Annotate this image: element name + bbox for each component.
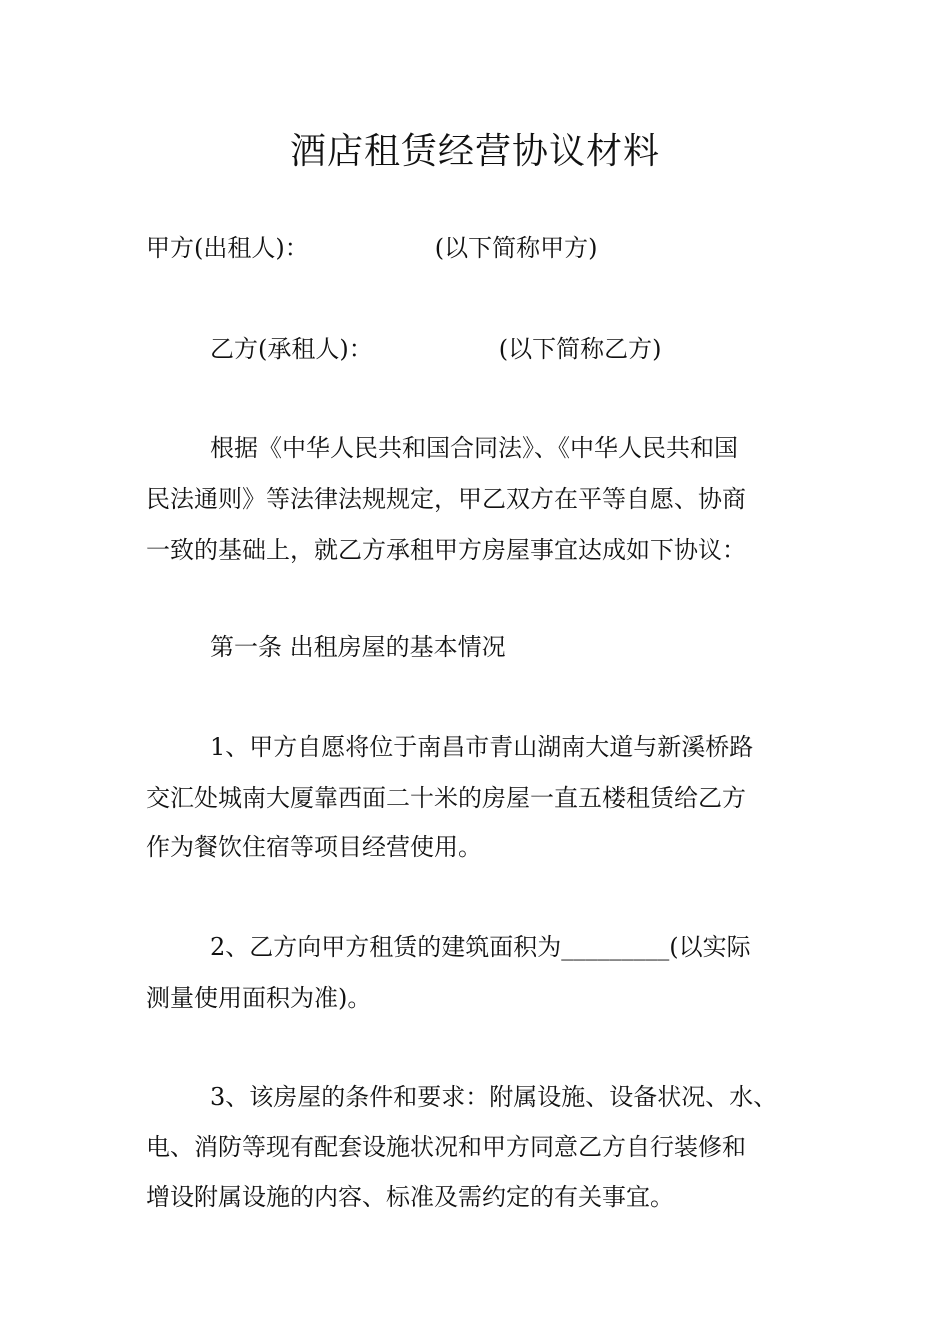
- clause-1-line-1: 1、甲方自愿将位于南昌市青山湖南大道与新溪桥路: [210, 733, 754, 761]
- clause-2-line-1: 2、乙方向甲方租赁的建筑面积为_________(以实际: [210, 933, 751, 961]
- clause-1-line-2: 交汇处城南大厦靠西面二十米的房屋一直五楼租赁给乙方: [146, 784, 746, 812]
- article-1-heading: 第一条 出租房屋的基本情况: [210, 633, 506, 661]
- clause-2-line-2: 测量使用面积为准)。: [146, 984, 372, 1012]
- party-b-note: (以下简称乙方): [498, 335, 662, 363]
- party-b-line: [210, 333, 661, 365]
- party-a-note: (以下简称甲方): [434, 234, 598, 262]
- party-a-label: 甲方(出租人)：: [146, 234, 309, 262]
- clause-3-line-3: 增设附属设施的内容、标准及需约定的有关事宜。: [146, 1183, 674, 1211]
- clause-3-line-2: 电、消防等现有配套设施状况和甲方同意乙方自行装修和: [146, 1133, 746, 1161]
- party-a-line: [146, 232, 597, 264]
- party-b-label: 乙方(承租人)：: [210, 335, 373, 363]
- clause-1-line-3: 作为餐饮住宿等项目经营使用。: [146, 833, 482, 861]
- clause-3-line-1: 3、该房屋的条件和要求：附属设施、设备状况、水、: [210, 1083, 778, 1111]
- document-title: 酒店租赁经营协议材料: [289, 131, 660, 172]
- preamble-line-3: 一致的基础上，就乙方承租甲方房屋事宜达成如下协议：: [146, 536, 746, 564]
- preamble-line-1: 根据《中华人民共和国合同法》、《中华人民共和国: [210, 434, 738, 462]
- preamble-line-2: 民法通则》等法律法规规定，甲乙双方在平等自愿、协商: [146, 485, 746, 513]
